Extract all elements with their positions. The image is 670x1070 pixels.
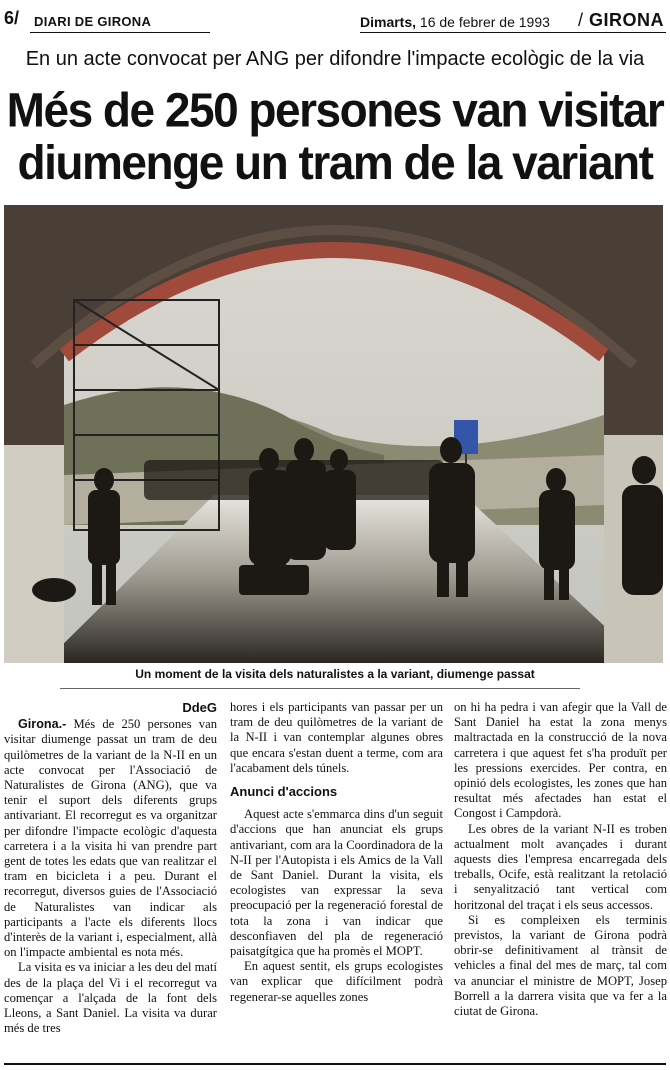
page-number: 6/ bbox=[4, 8, 20, 28]
header-rule bbox=[30, 32, 210, 33]
lead-paragraph bbox=[4, 717, 217, 960]
paragraph: Si es compleixen els terminis previstos, la variant de Girona podrà obrir-se definitivament al trànsit de vehicles a final del mes de març, tal com va anunciar el ministre de MOPT, Josep Borrell a la darrera visita que va fer a la ciutat de Girona. bbox=[454, 912, 667, 1019]
section-separator: / bbox=[578, 10, 584, 30]
photo-caption: Un moment de la visita dels naturalistes a la variant, diumenge passat bbox=[135, 667, 535, 681]
section-name: GIRONA bbox=[589, 10, 665, 30]
header-rule-right bbox=[360, 32, 666, 33]
issue-day: Dimarts, bbox=[360, 14, 417, 30]
article-kicker: En un acte convocat per ANG per difondre l'impacte ecològic de la via bbox=[25, 48, 645, 70]
subheading: Anunci d'accions bbox=[230, 784, 338, 800]
article-column-1 bbox=[4, 700, 217, 1036]
caption-rule bbox=[60, 688, 580, 689]
byline: DdeG bbox=[182, 700, 217, 715]
headline-line-2: diumenge un tram de la variant bbox=[17, 134, 653, 190]
page-header bbox=[0, 0, 670, 40]
article-headline bbox=[0, 84, 670, 189]
issue-date-text: 16 de febrer de 1993 bbox=[419, 14, 550, 30]
tunnel-scene-image bbox=[4, 205, 663, 663]
lead-text: Més de 250 persones van visitar diumenge passat un tram de deu quilòmetres de la variant de la N-II en un acte convocat per l'Associació de Naturalistes de Girona (ANG), que va tenir el suport dels diferents grups antivariant. El recorregut es va organitzar per difondre l'impacte ecològic d'aquesta carretera i a la visita hi van prendre part gent de totes les edats que van realitzar el tram en bicicleta i a peu. Durant el recorregut, diversos guies de l'Associació de Naturalistes van indicar als participants a l'acte els diferents llocs d'interès de la variant i, especialment, allà on l'impacte ambiental es nota més. bbox=[4, 717, 217, 960]
paragraph: La visita es va iniciar a les deu del matí des de la plaça del Vi i el recorregut va començar a l'alçada de la font dels Lleons, a Sant Daniel. La visita va durar més de tres bbox=[4, 960, 217, 1036]
article-photo bbox=[4, 205, 663, 663]
paragraph: En aquest sentit, els grups ecologistes van explicar que difícilment podrà regenerar-se aquelles zones bbox=[230, 959, 443, 1004]
newspaper-name: DIARI DE GIRONA bbox=[34, 14, 152, 29]
paragraph: Les obres de la variant N-II es troben actualment molt avançades i durant aquests dies l'empresa encarregada dels treballs, Ocife, està realitzant la retolació i senyalització tant vertical com horitzonal del traçat i els seus accessos. bbox=[454, 821, 667, 912]
lead-place: Girona.- bbox=[18, 717, 67, 732]
headline-line-1: Més de 250 persones van visitar bbox=[6, 82, 664, 138]
section-label bbox=[578, 10, 664, 31]
paragraph: on hi ha pedra i van afegir que la Vall de Sant Daniel ha estat la zona menys maltractada en la construcció de la nova carretera i que aquest fet s'ha produït per les pressions exercides. Per contra, en opinió dels ecologistes, les zones que han resultat més afectades han estat el Congost i Campdorà. bbox=[454, 700, 667, 821]
page-bottom-rule bbox=[4, 1063, 666, 1065]
paragraph: Aquest acte s'emmarca dins d'un seguit d'accions que han anunciat els grups antivariant, com ara la Coordinadora de la N-II per l'Autopista i els Amics de la Vall de Sant Daniel. Durant la visita, els ecologistes van expressar la seva preocupació per la regeneració forestal de tota la zona i van indicar que desconfiaven del pla de regeneració paisatgítgica que ha promès el MOPT. bbox=[230, 807, 443, 959]
article-column-3 bbox=[454, 700, 667, 1019]
paragraph: hores i els participants van passar per un tram de deu quilòmetres de la variant de la N-II i van contemplar algunes obres que encara s'estan duent a terme, com ara l'acabament dels túnels. bbox=[230, 700, 443, 775]
article-column-2 bbox=[230, 700, 443, 1005]
issue-date bbox=[360, 14, 550, 30]
